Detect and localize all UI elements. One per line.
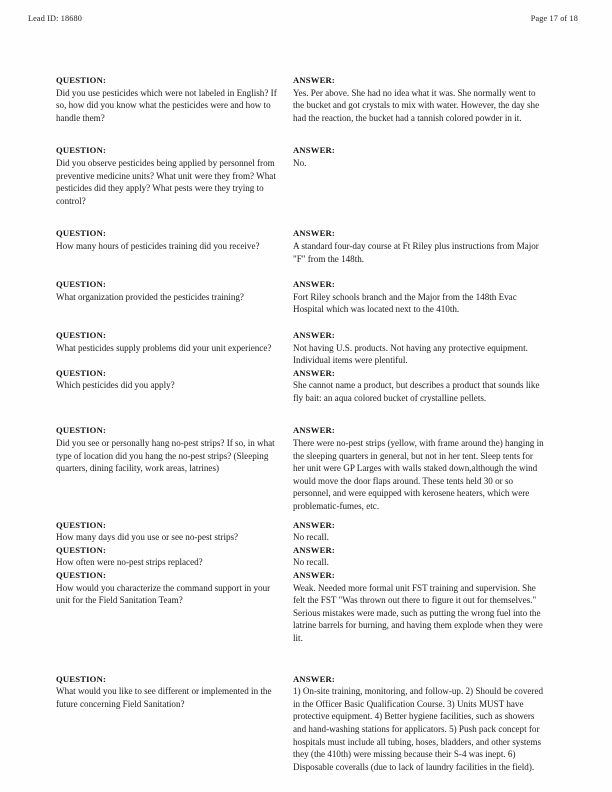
question-label: QUESTION:	[56, 519, 107, 530]
question-text: Did you use pesticides which were not labeled in English? If so, how did you know what the pesticides were and how to handle them?	[56, 87, 277, 123]
qa-row	[56, 74, 560, 124]
answer-label: ANSWER:	[293, 519, 335, 530]
question-label: QUESTION:	[56, 673, 107, 684]
question-label: QUESTION:	[56, 75, 107, 85]
answer-text: Not having U.S. products. Not having any protective equipment. Individual items were plentiful.	[293, 342, 528, 366]
question-text: How many hours of pesticides training did you receive?	[56, 240, 260, 251]
answer-label: ANSWER:	[293, 75, 335, 85]
question-column	[56, 227, 293, 252]
answer-column	[293, 329, 546, 367]
question-label: QUESTION:	[56, 329, 107, 340]
question-text: What organization provided the pesticides training?	[56, 291, 244, 302]
question-column	[56, 329, 293, 354]
answer-text: No.	[293, 157, 307, 168]
answer-text: 1) On-site training, monitoring, and follow-up. 2) Should be covered in the Officer Basic Qualification Course. 3) Units MUST have protective equipment. 4) Better hygiene facilities, such as showers and hand-washing stations for applicators. 5) Push pack concept for hospitals must include all tubing, hoses, bladders, and other systems they (the 410th) were missing because their S-4 was inept. 6) Disposable coveralls (due to lack of laundry facilities in the field).	[293, 686, 544, 772]
answer-column	[293, 424, 546, 512]
question-column	[56, 424, 293, 474]
answer-column	[293, 519, 546, 544]
qa-row	[56, 367, 560, 405]
answer-column	[293, 74, 546, 124]
row-spacer	[56, 645, 560, 673]
row-spacer	[56, 124, 560, 144]
qa-row	[56, 544, 560, 569]
question-column	[56, 144, 293, 207]
answer-column	[293, 144, 546, 169]
answer-text: No recall.	[293, 532, 329, 543]
question-column	[56, 519, 293, 544]
answer-text: No recall.	[293, 557, 329, 568]
answer-column	[293, 367, 546, 405]
question-label: QUESTION:	[56, 544, 107, 555]
answer-text: Yes. Per above. She had no idea what it was. She normally went to the bucket and got crystals to mix with water. However, the day she had the reaction, the bucket had a tannish colored powder in it.	[293, 87, 540, 123]
question-label: QUESTION:	[56, 570, 107, 580]
answer-label: ANSWER:	[293, 425, 335, 436]
answer-label: ANSWER:	[293, 367, 335, 378]
question-column	[56, 367, 293, 392]
answer-text: A standard four-day course at Ft Riley plus instructions from Major "F" from the 148th.	[293, 240, 539, 264]
question-column	[56, 74, 293, 124]
question-text: Did you see or personally hang no-pest strips? If so, in what type of location did you hang the no-pest strips? (Sleeping quarters, dining facility, work areas, latrines)	[56, 438, 275, 474]
answer-column	[293, 673, 546, 774]
qa-row	[56, 144, 560, 207]
page-number-label: Page 17 of 18	[530, 14, 578, 23]
question-column	[56, 278, 293, 303]
answer-label: ANSWER:	[293, 544, 335, 555]
row-spacer	[56, 316, 560, 329]
answer-label: ANSWER:	[293, 570, 335, 580]
answer-label: ANSWER:	[293, 279, 335, 290]
qa-content	[56, 74, 560, 773]
question-label: QUESTION:	[56, 228, 107, 239]
question-text: Did you observe pesticides being applied by personnel from preventive medicine units? What unit were they from? What pesticides did they apply? What pests were they trying to control?	[56, 157, 276, 206]
qa-row	[56, 329, 560, 367]
row-spacer	[56, 265, 560, 278]
question-column	[56, 673, 293, 711]
question-text: How many days did you use or see no-pest strips?	[56, 532, 239, 543]
answer-label: ANSWER:	[293, 228, 335, 239]
question-text: Which pesticides did you apply?	[56, 380, 175, 391]
question-label: QUESTION:	[56, 279, 107, 290]
answer-label: ANSWER:	[293, 673, 335, 684]
question-column	[56, 544, 293, 569]
row-spacer	[56, 207, 560, 227]
qa-row	[56, 569, 560, 645]
question-text: How would you characterize the command support in your unit for the Field Sanitation Team?	[56, 582, 271, 606]
answer-label: ANSWER:	[293, 145, 335, 156]
qa-row	[56, 519, 560, 544]
answer-text: Fort Riley schools branch and the Major from the 148th Evac Hospital which was located next to the 410th.	[293, 291, 517, 315]
question-text: What would you like to see different or implemented in the future concerning Field Sanitation?	[56, 686, 272, 709]
row-spacer	[56, 404, 560, 424]
question-column	[56, 569, 293, 607]
question-label: QUESTION:	[56, 367, 107, 378]
qa-row	[56, 278, 560, 316]
answer-column	[293, 544, 546, 569]
answer-text: There were no-pest strips (yellow, with frame around the) hanging in the sleeping quarters in general, but not in her tent. Sleep tents for her unit were GP Larges with walls staked down,although the wind would move the door flaps around. These tents held 30 or so personnel, and were equipped with kerosene heaters, which were problematic-fumes, etc.	[293, 438, 544, 512]
answer-column	[293, 227, 546, 265]
question-label: QUESTION:	[56, 145, 107, 156]
question-label: QUESTION:	[56, 425, 107, 436]
qa-row	[56, 227, 560, 265]
question-text: What pesticides supply problems did your unit experience?	[56, 342, 272, 353]
page-header	[28, 14, 584, 30]
answer-text: Weak. Needed more formal unit FST training and supervision. She felt the FST "Was thrown out there to figure it out for themselves." Serious mistakes were made, such as putting the wrong fuel into the latrine barrels for burning, and having them explode when they were lit.	[293, 582, 543, 643]
qa-row	[56, 424, 560, 512]
answer-label: ANSWER:	[293, 329, 335, 340]
lead-id-label: Lead ID: 18680	[28, 14, 82, 23]
answer-column	[293, 278, 546, 316]
answer-column	[293, 569, 546, 645]
answer-text: She cannot name a product, but describes a product that sounds like fly bait: an aqua colored bucket of crystalline pellets.	[293, 380, 540, 403]
qa-row	[56, 673, 560, 774]
question-text: How often were no-pest strips replaced?	[56, 557, 203, 568]
